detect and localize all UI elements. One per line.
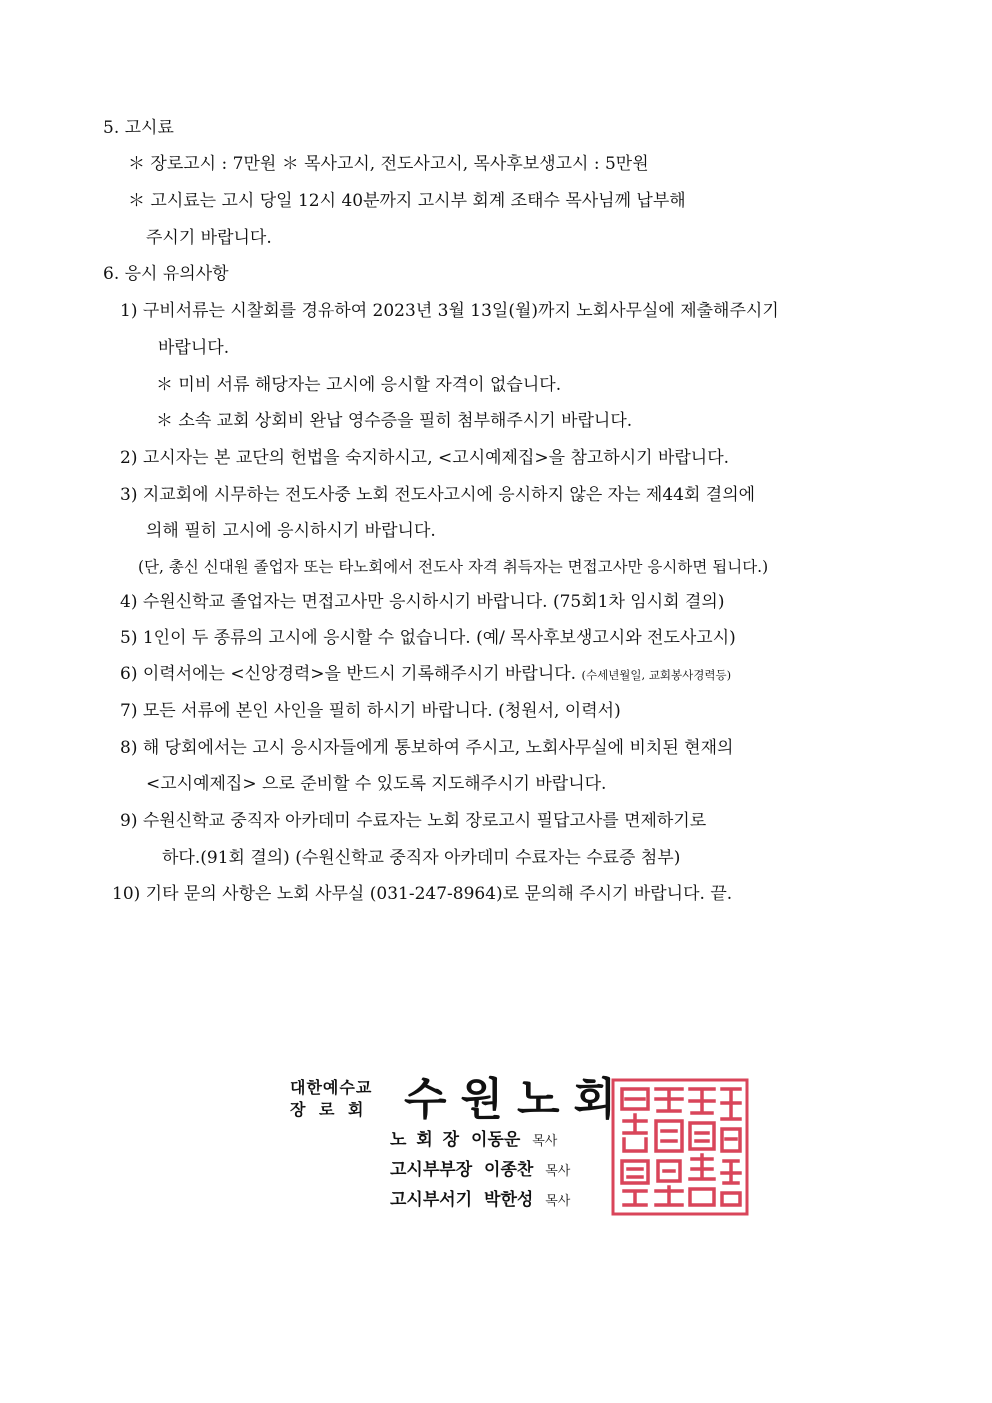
item-1-line-1: 1) 구비서류는 시찰회를 경유하여 2023년 3월 13일(월)까지 노회사무실에 제출해주시기 (120, 301, 779, 321)
section-6-heading: 6. 응시 유의사항 (103, 264, 229, 284)
officer-role: 노 회 장 (390, 1130, 462, 1150)
officer-row (390, 1159, 570, 1183)
fee-payment-line-2: 주시기 바랍니다. (146, 228, 272, 248)
item-9-line-2: 하다.(91회 결의) (수원신학교 중직자 아카데미 수료자는 수료증 첨부) (162, 848, 681, 868)
officer-title: 목사 (532, 1134, 558, 1149)
presbytery-name: 수원노회 (404, 1074, 631, 1125)
item-9-line-1: 9) 수원신학교 중직자 아카데미 수료자는 노회 장로고시 필답고사를 면제하기로 (120, 811, 707, 831)
item-6-text: 6) 이력서에는 <신앙경력>을 반드시 기록해주시기 바랍니다. (120, 664, 577, 684)
item-3-note: (단, 총신 신대원 졸업자 또는 타노회에서 전도사 자격 취득자는 면접고사만 응시하면 됩니다.) (138, 558, 769, 576)
item-8-line-1: 8) 해 당회에서는 고시 응시자들에게 통보하여 주시고, 노회사무실에 비치된 현재의 (120, 738, 734, 758)
officer-row (390, 1189, 570, 1213)
officer-title: 목사 (545, 1164, 571, 1179)
denomination-line-2: 장 로 회 (290, 1100, 368, 1119)
item-6 (120, 663, 731, 686)
officer-role: 고시부부장 (390, 1160, 473, 1180)
item-10: 10) 기타 문의 사항은 노회 사무실 (031-247-8964)로 문의해 주시기 바랍니다. 끝. (112, 884, 733, 904)
item-3-line-1: 3) 지교회에 시무하는 전도사중 노회 전도사고시에 응시하지 않은 자는 제44회 결의에 (120, 485, 756, 505)
officer-name: 이종찬 (484, 1160, 534, 1180)
fee-payment-line-1: ＊ 고시료는 고시 당일 12시 40분까지 고시부 회계 조태수 목사님께 납부해 (128, 191, 686, 211)
officer-row (390, 1129, 557, 1153)
officer-role: 고시부서기 (390, 1190, 473, 1210)
item-6-note: (수세년월일, 교회봉사경력등) (581, 668, 732, 682)
item-2: 2) 고시자는 본 교단의 헌법을 숙지하시고, <고시예제집>을 참고하시기 바랍니다. (120, 448, 730, 468)
exam-fee-line: ＊ 장로고시 : 7만원 ＊ 목사고시, 전도사고시, 목사후보생고시 : 5만원 (128, 154, 649, 174)
officer-name: 이동운 (471, 1130, 521, 1150)
item-3-line-2: 의해 필히 고시에 응시하시기 바랍니다. (146, 521, 436, 541)
item-1-note-2: ＊ 소속 교회 상회비 완납 영수증을 필히 첨부해주시기 바랍니다. (156, 411, 633, 431)
officer-title: 목사 (545, 1194, 571, 1209)
item-5: 5) 1인이 두 종류의 고시에 응시할 수 없습니다. (예/ 목사후보생고시와 전도사고시) (120, 628, 736, 648)
section-5-heading: 5. 고시료 (103, 118, 174, 138)
official-seal-stamp (610, 1077, 750, 1217)
officer-name: 박한성 (484, 1190, 534, 1210)
denomination-line-1: 대한예수교 (290, 1078, 373, 1097)
item-1-note-1: ＊ 미비 서류 해당자는 고시에 응시할 자격이 없습니다. (156, 375, 562, 395)
item-7: 7) 모든 서류에 본인 사인을 필히 하시기 바랍니다. (청원서, 이력서) (120, 701, 621, 721)
item-8-line-2: <고시예제집> 으로 준비할 수 있도록 지도해주시기 바랍니다. (146, 774, 607, 794)
item-4: 4) 수원신학교 졸업자는 면접고사만 응시하시기 바랍니다. (75회1차 임시회 결의) (120, 592, 725, 612)
item-1-line-2: 바랍니다. (158, 338, 230, 358)
